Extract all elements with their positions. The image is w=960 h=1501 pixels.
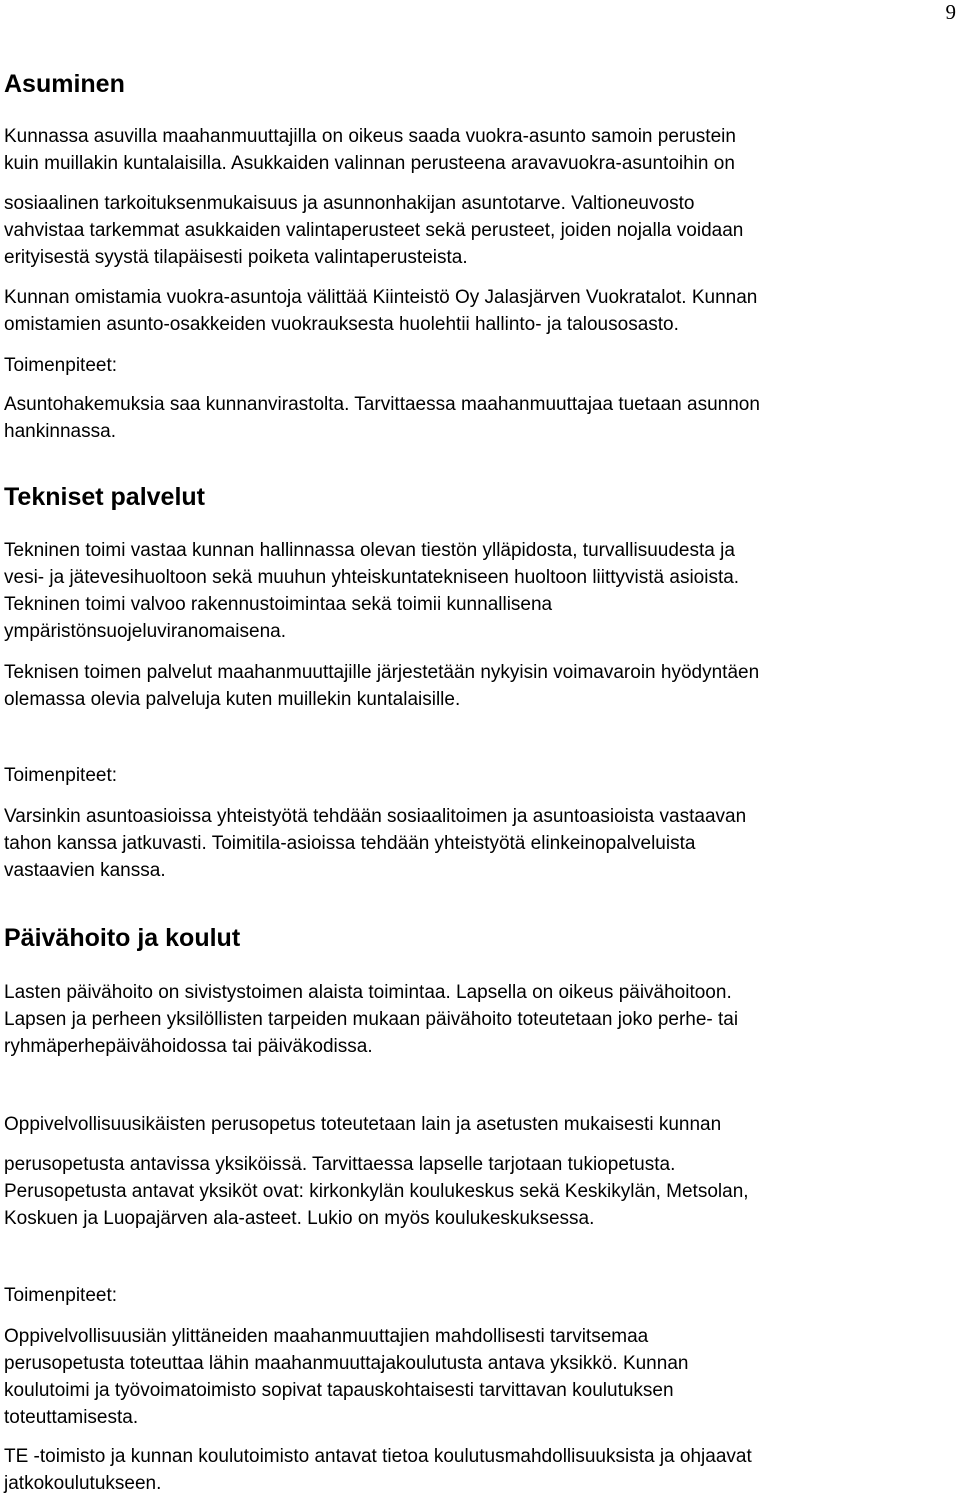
measures-label: Toimenpiteet: bbox=[4, 355, 118, 376]
paragraph: TE -toimisto ja kunnan koulutoimisto antavat tietoa koulutusmahdollisuuksista ja ohjaavat jatkokoulutukseen. bbox=[4, 1446, 752, 1494]
section-heading-asuminen: Asuminen bbox=[4, 70, 125, 98]
paragraph: sosiaalinen tarkoituksenmukaisuus ja asunnonhakijan asuntotarve. Valtioneuvosto vahvistaa tarkemmat asukkaiden valintaperusteet sekä perusteet, joiden nojalla voidaan erityisestä syystä tilapäisesti poiketa valintaperusteista. bbox=[4, 193, 744, 268]
page-number: 9 bbox=[945, 0, 956, 24]
measures-text: Asuntohakemuksia saa kunnanvirastolta. Tarvittaessa maahanmuuttajaa tuetaan asunnon hankinnassa. bbox=[4, 394, 760, 442]
paragraph: Teknisen toimen palvelut maahanmuuttajille järjestetään nykyisin voimavaroin hyödyntäen olemassa olevia palveluja kuten muillekin kuntalaisille. bbox=[4, 662, 760, 710]
paragraph: Tekninen toimi vastaa kunnan hallinnassa olevan tiestön ylläpidosta, turvallisuudesta ja vesi- ja jätevesihuoltoon sekä muuhun yhteiskuntatekniseen huoltoon liittyvistä asioista. Tekninen toimi valvoo rakennustoimintaa sekä toimii kunnallisena ympäristönsuojeluviranomaisena. bbox=[4, 540, 740, 642]
paragraph: Kunnan omistamia vuokra-asuntoja välittää Kiinteistö Oy Jalasjärven Vuokratalot. Kunnan omistamien asunto-osakkeiden vuokrauksesta huolehtii hallinto- ja talousosasto. bbox=[4, 287, 758, 335]
section-heading-paivahoito-ja-koulut: Päivähoito ja koulut bbox=[4, 924, 241, 952]
measures-text: Varsinkin asuntoasioissa yhteistyötä tehdään sosiaalitoimen ja asuntoasioista vastaavan tahon kanssa jatkuvasti. Toimitila-asioissa tehdään yhteistyötä elinkeinopalveluista vastaavien kanssa. bbox=[4, 806, 747, 881]
paragraph: Oppivelvollisuusikäisten perusopetus toteutetaan lain ja asetusten mukaisesti kunnan bbox=[4, 1114, 722, 1135]
measures-label: Toimenpiteet: bbox=[4, 765, 118, 786]
section-heading-tekniset-palvelut: Tekniset palvelut bbox=[4, 483, 205, 511]
measures-text: Oppivelvollisuusiän ylittäneiden maahanmuuttajien mahdollisesti tarvitsemaa perusopetusta toteuttaa lähin maahanmuuttajakoulutusta antava yksikkö. Kunnan koulutoimi ja työvoimatoimisto sopivat tapauskohtaisesti tarvittavan koulutuksen toteuttamisesta. bbox=[4, 1326, 689, 1428]
paragraph: Kunnassa asuvilla maahanmuuttajilla on oikeus saada vuokra-asunto samoin perustein kuin muillakin kuntalaisilla. Asukkaiden valinnan perusteena aravavuokra-asuntoihin on bbox=[4, 126, 736, 174]
paragraph: perusopetusta antavissa yksiköissä. Tarvittaessa lapselle tarjotaan tukiopetusta. Perusopetusta antavat yksiköt ovat: kirkonkylän koulukeskus sekä Keskikylän, Metsolan, Koskuen ja Luopajärven ala-asteet. Lukio on myös koulukeskuksessa. bbox=[4, 1154, 749, 1229]
paragraph: Lasten päivähoito on sivistystoimen alaista toimintaa. Lapsella on oikeus päivähoitoon. Lapsen ja perheen yksilöllisten tarpeiden mukaan päivähoito toteutetaan joko perhe- tai ryhmäperhepäivähoidossa tai päiväkodissa. bbox=[4, 982, 739, 1057]
measures-label: Toimenpiteet: bbox=[4, 1285, 118, 1306]
